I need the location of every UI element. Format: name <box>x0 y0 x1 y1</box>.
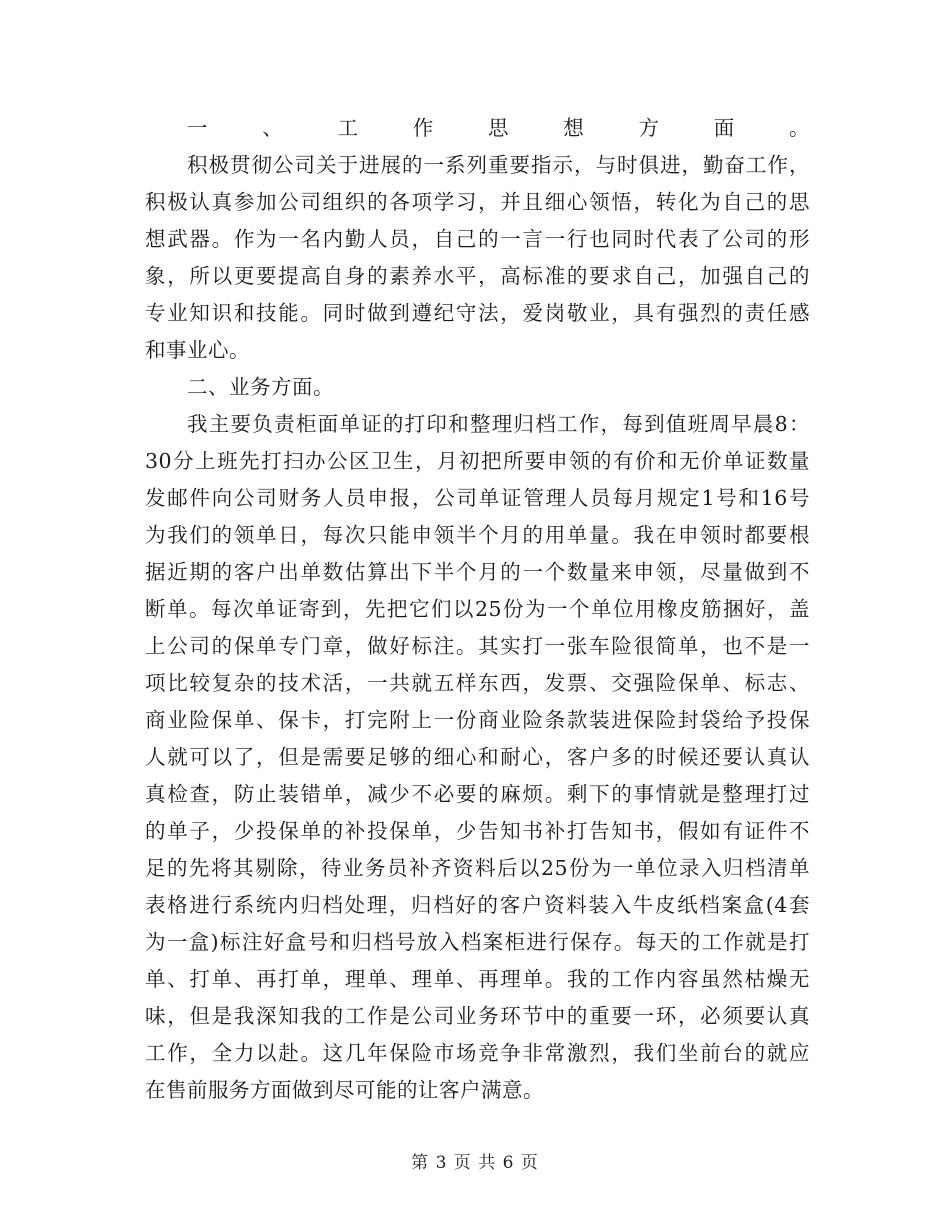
paragraph-line: 为我们的领单日，每次只能申领半个月的用单量。我在申领时都要根 <box>145 523 810 547</box>
paragraph-line: 象，所以更要提高自身的素养水平，高标准的要求自己，加强自己的 <box>145 264 810 288</box>
paragraph-line: 项比较复杂的技术活，一共就五样东西，发票、交强险保单、标志、 <box>145 671 810 695</box>
paragraph-line: 专业知识和技能。同时做到遵纪守法，爱岗敬业，具有强烈的责任感 <box>145 301 810 325</box>
paragraph-line: 我主要负责柜面单证的打印和整理归档工作，每到值班周早晨8： <box>187 412 810 436</box>
paragraph-line: 上公司的保单专门章，做好标注。其实打一张车险很简单，也不是一 <box>145 634 810 658</box>
paragraph-line: 在售前服务方面做到尽可能的让客户满意。 <box>145 1078 544 1102</box>
document-body <box>145 110 810 1109</box>
heading-work-thinking: 一、工作思想方面。 <box>187 116 810 140</box>
paragraph-line: 积极贯彻公司关于进展的一系列重要指示，与时俱进，勤奋工作， <box>187 153 810 177</box>
paragraph-line: 的单子，少投保单的补投保单，少告知书补打告知书，假如有证件不 <box>145 819 810 843</box>
paragraph-line: 为一盒)标注好盒号和归档号放入档案柜进行保存。每天的工作就是打 <box>145 930 810 954</box>
paragraph-line: 人就可以了，但是需要足够的细心和耐心，客户多的时候还要认真认 <box>145 745 810 769</box>
paragraph-line: 表格进行系统内归档处理，归档好的客户资料装入牛皮纸档案盒(4套 <box>145 893 810 917</box>
paragraph-line: 据近期的客户出单数估算出下半个月的一个数量来申领，尽量做到不 <box>145 560 810 584</box>
paragraph-line: 发邮件向公司财务人员申报，公司单证管理人员每月规定1号和16号 <box>145 486 810 510</box>
heading-business: 二、业务方面。 <box>187 375 334 399</box>
paragraph-line: 工作，全力以赴。这几年保险市场竞争非常激烈，我们坐前台的就应 <box>145 1041 810 1065</box>
paragraph-line: 和事业心。 <box>145 338 250 362</box>
paragraph-line: 商业险保单、保卡，打完附上一份商业险条款装进保险封袋给予投保 <box>145 708 810 732</box>
paragraph-line: 单、打单、再打单，理单、理单、再理单。我的工作内容虽然枯燥无 <box>145 967 810 991</box>
paragraph-line: 积极认真参加公司组织的各项学习，并且细心领悟，转化为自己的思 <box>145 190 810 214</box>
page-number: 第 3 页 共 6 页 <box>411 1153 539 1173</box>
paragraph-line: 真检查，防止装错单，减少不必要的麻烦。剩下的事情就是整理打过 <box>145 782 810 806</box>
paragraph-line: 想武器。作为一名内勤人员，自己的一言一行也同时代表了公司的形 <box>145 227 810 251</box>
paragraph-line: 断单。每次单证寄到，先把它们以25份为一个单位用橡皮筋捆好，盖 <box>145 597 810 621</box>
paragraph-line: 30分上班先打扫办公区卫生，月初把所要申领的有价和无价单证数量 <box>145 449 810 473</box>
paragraph-line: 味，但是我深知我的工作是公司业务环节中的重要一环，必须要认真 <box>145 1004 810 1028</box>
paragraph-line: 足的先将其剔除，待业务员补齐资料后以25份为一单位录入归档清单 <box>145 856 810 880</box>
